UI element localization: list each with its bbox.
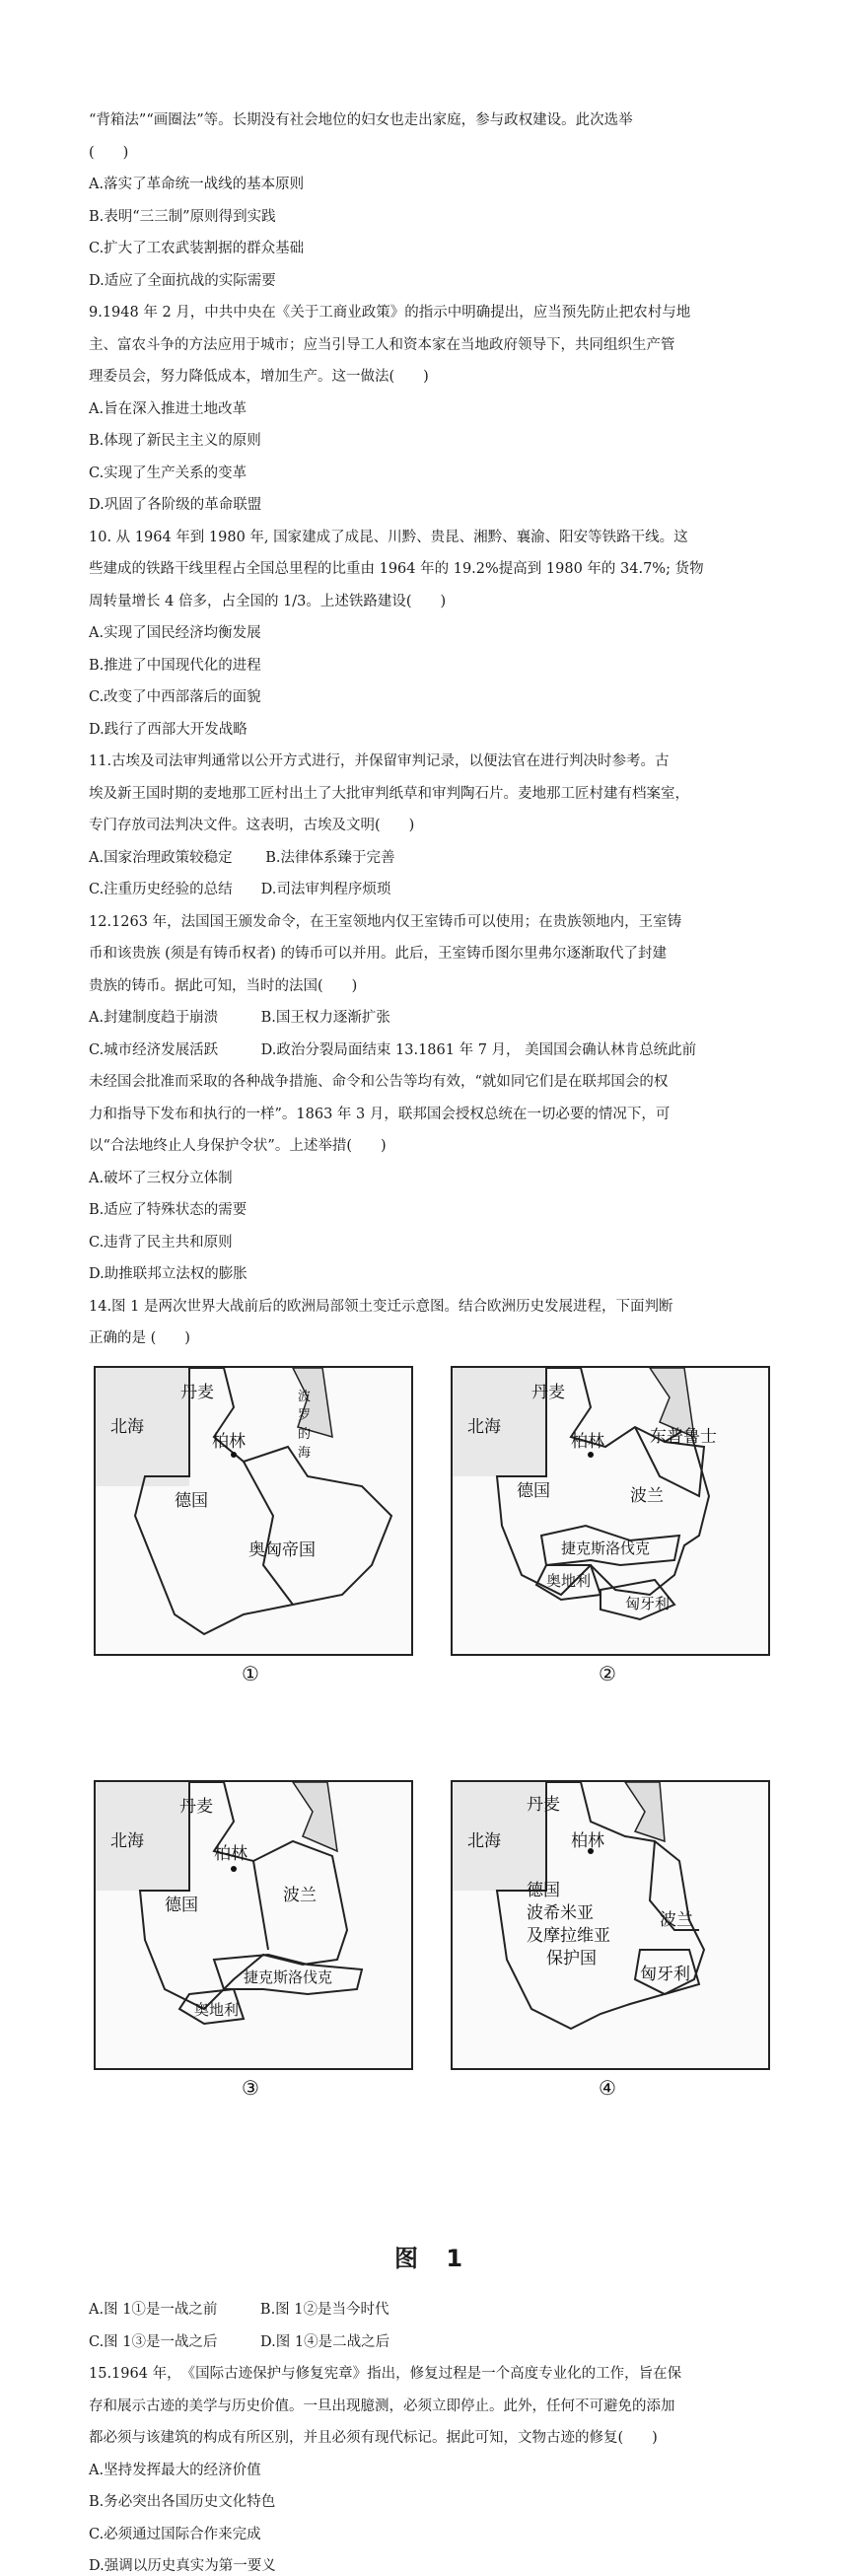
- map-label: 德国: [517, 1481, 550, 1501]
- text-line: 9.1948 年 2 月，中共中央在《关于工商业政策》的指示中明确提出，应当预先防止把农村与地: [89, 305, 691, 321]
- map-1-number: ①: [242, 1662, 259, 1685]
- text-line: C.图 1③是一战之后 D.图 1④是二战之后: [89, 2333, 390, 2350]
- text-line: A.旨在深入推进土地改革: [89, 400, 247, 417]
- text-line: D.巩固了各阶级的革命联盟: [89, 497, 262, 513]
- map-label: 及摩拉维亚: [527, 1926, 610, 1946]
- map-label: 北海: [467, 1831, 501, 1851]
- map-label: 柏林: [214, 1844, 247, 1864]
- text-line: D.强调以历史真实为第一要义: [89, 2558, 276, 2574]
- text-line: 些建成的铁路干线里程占全国总里程的比重由 1964 年的 19.2%提高到 1980 年的 34.7%; 货物: [89, 561, 704, 577]
- text-line: A.破坏了三权分立体制: [89, 1170, 233, 1186]
- text-line: C.城市经济发展活跃 D.政治分裂局面结束 13.1861 年 7 月， 美国国会确认林肯总统此前: [89, 1041, 697, 1058]
- map-2-number: ②: [599, 1662, 616, 1685]
- text-line: C.违背了民主共和原则: [89, 1234, 233, 1251]
- text-line: D.适应了全面抗战的实际需要: [89, 272, 276, 289]
- text-line: C.扩大了工农武装割据的群众基础: [89, 241, 305, 256]
- map-2: [451, 1366, 770, 1656]
- text-line: 存和展示古迹的美学与历史价值。一旦出现臆测，必须立即停止。此外，任何不可避免的添加: [89, 2397, 675, 2414]
- map-label: 柏林: [571, 1831, 604, 1851]
- map-label: 北海: [110, 1831, 144, 1851]
- map-1: [94, 1366, 413, 1656]
- text-line: 贵族的铸币。据此可知，当时的法国( ): [89, 977, 358, 994]
- map-label: 丹麦: [179, 1797, 213, 1817]
- map-label: 德国: [527, 1881, 560, 1900]
- text-line: 未经国会批准而采取的各种战争措施、命令和公告等均有效，“就如同它们是在联邦国会的权: [89, 1074, 669, 1090]
- text-line: A.落实了革命统一战线的基本原则: [89, 177, 305, 192]
- text-line: C.改变了中西部落后的面貌: [89, 689, 261, 705]
- map-label: 奥地利: [194, 2001, 240, 2019]
- text-line: 11.古埃及司法审判通常以公开方式进行，并保留审判记录，以便法官在进行判决时参考。古: [89, 753, 670, 769]
- map-label: 丹麦: [527, 1795, 560, 1815]
- map-label: 北海: [467, 1417, 501, 1437]
- map-label: 保护国: [546, 1949, 597, 1968]
- text-line: 埃及新王国时期的麦地那工匠村出土了大批审判纸草和审判陶石片。麦地那工匠村建有档案室，: [89, 785, 689, 802]
- text-line: 15.1964 年， 《国际古迹保护与修复宪章》指出，修复过程是一个高度专业化的工作，旨在保: [89, 2366, 682, 2382]
- text-line: A.坚持发挥最大的经济价值: [89, 2462, 261, 2478]
- map-4-number: ④: [599, 2076, 616, 2100]
- text-line: 周转量增长 4 倍多，占全国的 1/3。上述铁路建设( ): [89, 593, 447, 609]
- map-3: [94, 1780, 413, 2070]
- map-label: 匈牙利: [625, 1595, 671, 1612]
- map-3-number: ③: [242, 2076, 259, 2100]
- map-label: 柏林: [212, 1432, 246, 1452]
- map-label: 奥地利: [546, 1572, 592, 1590]
- text-line: A.国家治理政策较稳定 B.法律体系臻于完善: [89, 849, 395, 866]
- map-2-outline: [453, 1368, 768, 1654]
- text-line: D.助推联邦立法权的膨胀: [89, 1266, 247, 1282]
- text-line: B.务必突出各国历史文化特色: [89, 2494, 276, 2510]
- text-line: 主、富农斗争的方法应用于城市；应当引导工人和资本家在当地政府领导下，共同组织生产管: [89, 336, 675, 353]
- text-line: 以“合法地终止人身保护令状”。上述举措( ): [89, 1138, 387, 1154]
- map-label: 德国: [165, 1896, 198, 1915]
- text-line: A.图 1①是一战之前 B.图 1②是当今时代: [89, 2302, 389, 2318]
- text-line: B.推进了中国现代化的进程: [89, 657, 261, 674]
- map-label: 匈牙利: [640, 1965, 690, 1984]
- text-line: 专门存放司法判决文件。这表明，古埃及文明( ): [89, 818, 415, 833]
- text-line: 正确的是 ( ): [89, 1330, 190, 1346]
- map-label: 奥匈帝国: [248, 1540, 316, 1560]
- text-line: ( ): [89, 144, 129, 161]
- map-label: 波罗的海: [298, 1390, 312, 1461]
- text-line: B.表明“三三制”原则得到实践: [89, 208, 276, 225]
- map-label: 柏林: [571, 1432, 604, 1452]
- text-line: 理委员会，努力降低成本，增加生产。这一做法( ): [89, 369, 429, 385]
- map-4: [451, 1780, 770, 2070]
- map-label: 捷克斯洛伐克: [561, 1539, 651, 1557]
- map-label: 波兰: [630, 1486, 664, 1506]
- map-label: 波兰: [660, 1910, 693, 1930]
- text-line: C.必须通过国际合作来完成: [89, 2526, 261, 2542]
- text-line: 力和指导下发布和执行的一样”。1863 年 3 月，联邦国会授权总统在一切必要的情况下，可: [89, 1106, 671, 1122]
- text-line: 10. 从 1964 年到 1980 年, 国家建成了成昆、川黔、贵昆、湘黔、襄渝、阳安等铁路干线。这: [89, 529, 688, 545]
- map-4-outline: [453, 1782, 768, 2068]
- text-line: A.实现了国民经济均衡发展: [89, 625, 261, 641]
- map-label: 东普鲁士: [650, 1427, 717, 1447]
- map-3-outline: [96, 1782, 411, 2068]
- map-label: 北海: [110, 1417, 144, 1437]
- map-label: 波兰: [283, 1886, 317, 1905]
- text-line: B.体现了新民主主义的原则: [89, 433, 261, 449]
- map-label: 德国: [175, 1491, 208, 1511]
- map-label: 丹麦: [180, 1383, 214, 1402]
- text-line: 都必须与该建筑的构成有所区别，并且必须有现代标记。据此可知，文物古迹的修复( ): [89, 2430, 658, 2446]
- map-1-outline: [96, 1368, 411, 1654]
- text-line: C.实现了生产关系的变革: [89, 465, 247, 481]
- text-line: A.封建制度趋于崩溃 B.国王权力逐渐扩张: [89, 1010, 390, 1026]
- text-line: B.适应了特殊状态的需要: [89, 1202, 247, 1218]
- text-line: 12.1263 年，法国国王颁发命令，在王室领地内仅王室铸币可以使用；在贵族领地内，王室铸: [89, 913, 682, 930]
- map-label: 捷克斯洛伐克: [244, 1968, 333, 1986]
- figure-1-maps: [94, 1366, 774, 2224]
- text-line: “背箱法”“画圈法”等。长期没有社会地位的妇女也走出家庭，参与政权建设。此次选举: [89, 112, 633, 128]
- text-line: D.践行了西部大开发战略: [89, 721, 247, 738]
- text-line: 币和该贵族 (须是有铸币权者) 的铸币可以并用。此后，王室铸币图尔里弗尔逐渐取代了封建: [89, 946, 668, 962]
- text-line: 14.图 1 是两次世界大战前后的欧洲局部领土变迁示意图。结合欧洲历史发展进程，下面判断: [89, 1298, 673, 1315]
- text-line: C.注重历史经验的总结 D.司法审判程序烦琐: [89, 882, 391, 897]
- map-label: 丹麦: [531, 1383, 565, 1402]
- figure-title: 图 1: [394, 2245, 473, 2272]
- map-label: 波希米亚: [527, 1903, 594, 1923]
